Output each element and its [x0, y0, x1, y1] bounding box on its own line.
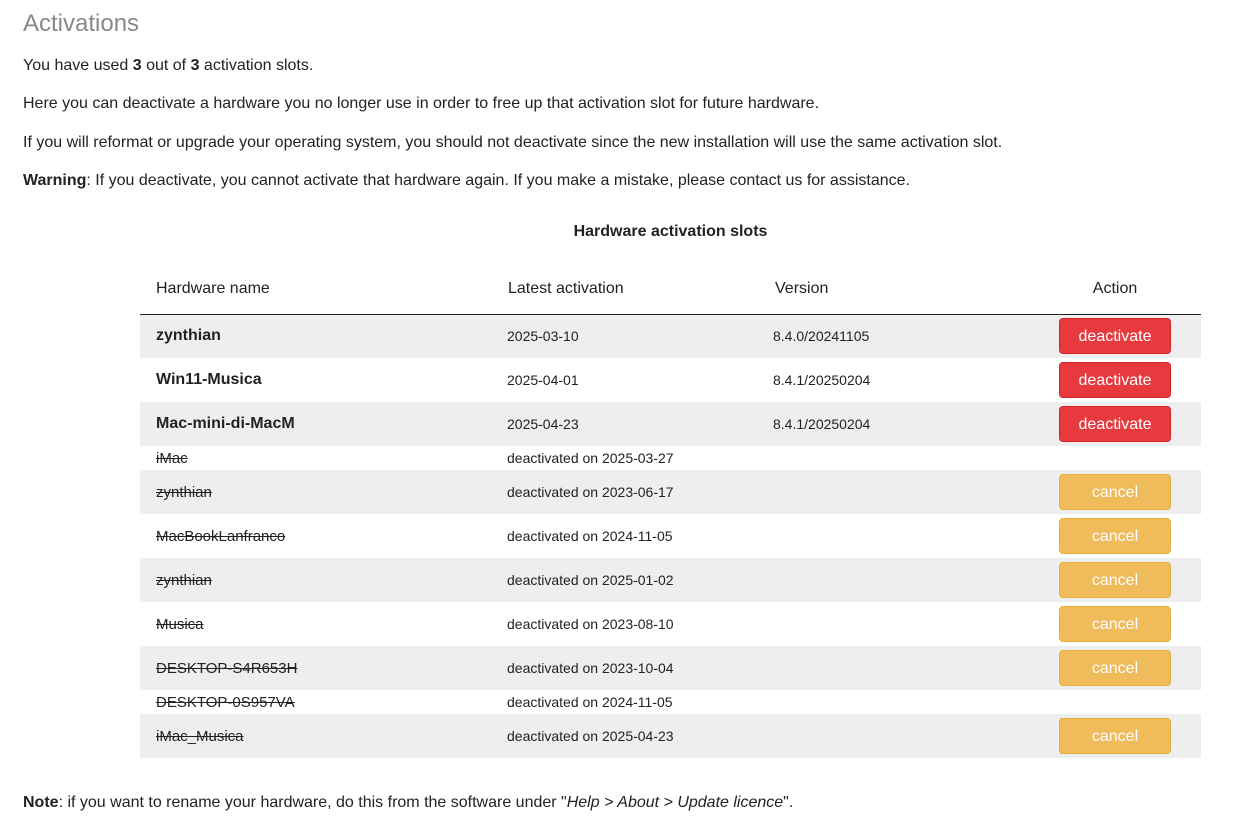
usage-middle: out of — [141, 57, 191, 74]
version — [757, 558, 1029, 602]
note-label: Note — [23, 794, 59, 811]
usage-text — [23, 57, 313, 75]
version — [757, 690, 1029, 714]
cancel-button[interactable]: cancel — [1059, 474, 1171, 510]
table-header-row — [140, 264, 1201, 314]
header-hardware-name: Hardware name — [140, 264, 492, 314]
hardware-name: Mac-mini-di-MacM — [156, 415, 295, 432]
deactivate-button[interactable]: deactivate — [1059, 318, 1171, 354]
cancel-button[interactable]: cancel — [1059, 518, 1171, 554]
deactivation-date: deactivated on 2024-11-05 — [507, 528, 673, 544]
table-row — [140, 470, 1201, 514]
activation-date: 2025-04-01 — [507, 372, 579, 388]
hardware-name: MacBookLanfranco — [156, 527, 286, 545]
hardware-name: zynthian — [156, 327, 221, 345]
deactivate-button[interactable]: deactivate — [1059, 362, 1171, 398]
hardware-name: zynthian — [156, 571, 212, 589]
version — [757, 446, 1029, 470]
deactivation-date: deactivated on 2023-06-17 — [507, 484, 674, 500]
deactivation-date: deactivated on 2023-08-10 — [507, 616, 674, 632]
cancel-button[interactable]: cancel — [1059, 606, 1171, 642]
activation-table — [140, 264, 1201, 758]
version — [757, 646, 1029, 690]
table-row — [140, 646, 1201, 690]
note-end: ". — [783, 794, 794, 811]
version — [757, 470, 1029, 514]
warning-text — [23, 172, 910, 190]
table-row — [140, 514, 1201, 558]
usage-prefix: You have used — [23, 57, 133, 74]
deactivate-info-text: Here you can deactivate a hardware you no longer use in order to free up that activation slot for future hardware. — [23, 95, 820, 112]
reformat-info-text: If you will reformat or upgrade your operating system, you should not deactivate since the new installation will use the same activation slot. — [23, 134, 1003, 151]
table-row — [140, 358, 1201, 402]
page-title: Activations — [23, 10, 140, 37]
usage-suffix: activation slots. — [199, 57, 314, 74]
action-cell — [1029, 446, 1201, 470]
deactivation-date: deactivated on 2025-03-27 — [507, 450, 674, 466]
hardware-name: iMac_Musica — [156, 727, 244, 745]
hardware-name: DESKTOP-0S957VA — [156, 693, 295, 711]
version — [757, 714, 1029, 758]
table-row — [140, 402, 1201, 446]
usage-total-count: 3 — [190, 57, 200, 74]
table-row — [140, 714, 1201, 758]
hardware-name: Musica — [156, 615, 204, 633]
table-row — [140, 558, 1201, 602]
table-row — [140, 602, 1201, 646]
deactivation-date: deactivated on 2023-10-04 — [507, 660, 674, 676]
table-caption: Hardware activation slots — [573, 223, 768, 240]
table-row — [140, 690, 1201, 714]
note-menu-path: Help > About > Update licence — [566, 794, 784, 811]
cancel-button[interactable]: cancel — [1059, 650, 1171, 686]
warning-body: : If you deactivate, you cannot activate that hardware again. If you make a mistake, please contact us for assistance. — [86, 172, 910, 189]
version: 8.4.1/20250204 — [773, 416, 871, 432]
note-text — [23, 794, 793, 812]
hardware-name: iMac — [156, 449, 188, 467]
deactivation-date: deactivated on 2024-11-05 — [507, 694, 673, 710]
note-body: : if you want to rename your hardware, do this from the software under " — [58, 794, 567, 811]
action-cell — [1029, 690, 1201, 714]
version — [757, 514, 1029, 558]
header-version: Version — [757, 264, 1029, 314]
version: 8.4.1/20250204 — [773, 372, 871, 388]
activation-date: 2025-03-10 — [507, 328, 579, 345]
hardware-name: DESKTOP-S4R653H — [156, 659, 298, 677]
activation-date: 2025-04-23 — [507, 416, 579, 432]
hardware-name: Win11-Musica — [156, 371, 262, 388]
usage-used-count: 3 — [132, 57, 142, 74]
version: 8.4.0/20241105 — [773, 328, 870, 345]
warning-label: Warning — [23, 172, 87, 189]
activation-table-container — [140, 264, 1201, 758]
deactivation-date: deactivated on 2025-01-02 — [507, 572, 674, 588]
table-row — [140, 446, 1201, 470]
cancel-button[interactable]: cancel — [1059, 718, 1171, 754]
table-row — [140, 314, 1201, 358]
deactivate-button[interactable]: deactivate — [1059, 406, 1171, 442]
cancel-button[interactable]: cancel — [1059, 562, 1171, 598]
deactivation-date: deactivated on 2025-04-23 — [507, 728, 674, 744]
hardware-name: zynthian — [156, 483, 212, 501]
version — [757, 602, 1029, 646]
header-latest-activation: Latest activation — [492, 264, 757, 314]
header-action: Action — [1029, 264, 1201, 314]
